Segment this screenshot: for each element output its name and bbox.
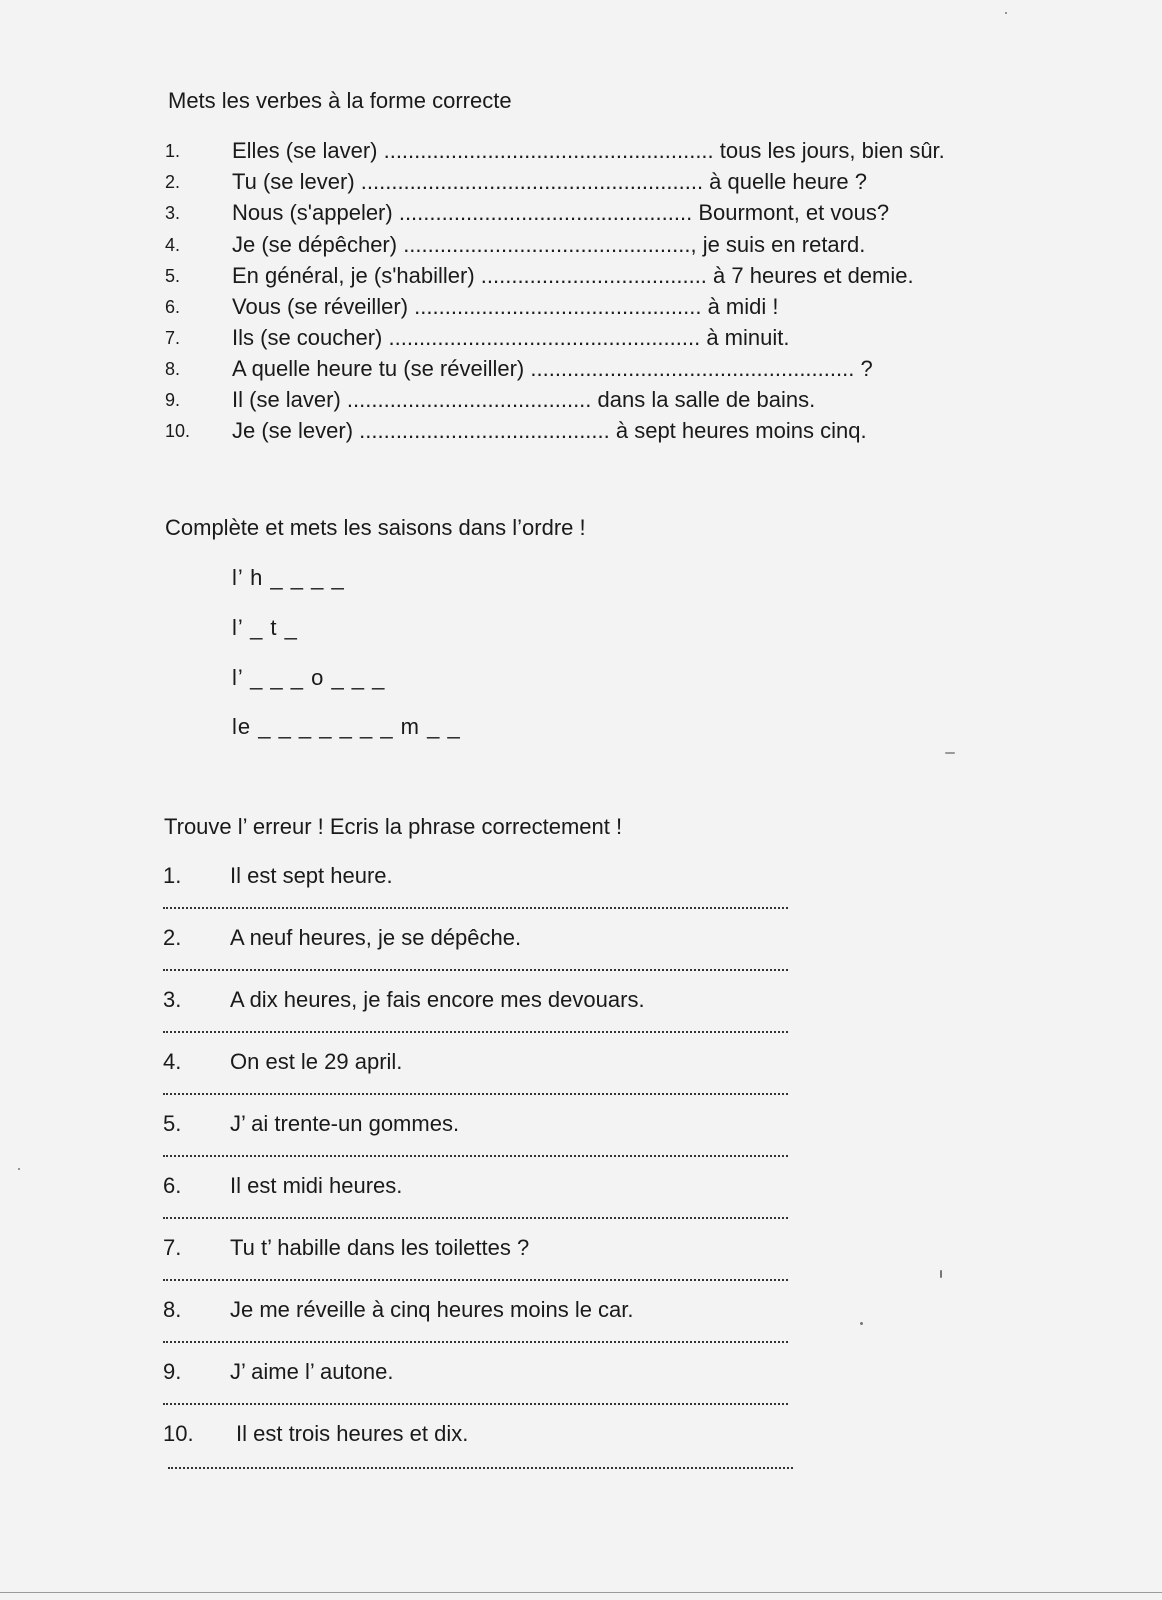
- erroneous-sentence: Tu t’ habille dans les toilettes ?: [230, 1235, 530, 1260]
- item-number: 9.: [163, 1359, 182, 1384]
- erroneous-sentence: Il est sept heure.: [230, 863, 393, 888]
- item-number: 5.: [165, 266, 181, 286]
- item-number: 9.: [165, 390, 181, 410]
- scan-speck: [860, 1322, 863, 1325]
- correction-item: [163, 863, 823, 923]
- scan-speck: [945, 752, 955, 754]
- erroneous-sentence: Il est trois heures et dix.: [236, 1421, 469, 1446]
- exercise3-title: Trouve l’ erreur ! Ecris la phrase correctement !: [164, 814, 623, 839]
- item-text: Elles (se laver) ...................................................... tous les jours, bien sûr.: [232, 138, 945, 163]
- item-number: 1.: [163, 863, 182, 888]
- season-blank: l’ _ _ _ o _ _ _: [232, 665, 386, 690]
- answer-line[interactable]: [163, 1217, 788, 1219]
- erroneous-sentence: Je me réveille à cinq heures moins le car.: [230, 1297, 634, 1322]
- exercise2-title: Complète et mets les saisons dans l’ordre !: [165, 515, 586, 540]
- item-text: Je (se lever) ......................................... à sept heures moins cinq.: [232, 418, 867, 443]
- exercise1-item: [165, 138, 1005, 168]
- item-text: Je (se dépêcher) ..............................................., je suis en retard.: [232, 232, 866, 257]
- item-number: 8.: [163, 1297, 182, 1322]
- item-text: A quelle heure tu (se réveiller) ..................................................... ?: [232, 356, 873, 381]
- scan-speck: [1005, 12, 1007, 14]
- erroneous-sentence: J’ aime l’ autone.: [230, 1359, 394, 1384]
- erroneous-sentence: J’ ai trente-un gommes.: [230, 1111, 460, 1136]
- item-number: 2.: [165, 172, 181, 192]
- answer-line[interactable]: [163, 1031, 788, 1033]
- correction-item: [163, 1111, 823, 1171]
- exercise1-item: [165, 232, 1005, 262]
- exercise1-item: [165, 263, 1005, 293]
- item-number: 6.: [163, 1173, 182, 1198]
- item-text: Nous (s'appeler) ................................................ Bourmont, et vous?: [232, 200, 890, 225]
- item-number: 7.: [163, 1235, 182, 1260]
- item-number: 3.: [163, 987, 182, 1012]
- exercise1-item: [165, 294, 1005, 324]
- correction-item: [163, 1235, 823, 1295]
- item-text: Il (se laver) ........................................ dans la salle de bains.: [232, 387, 816, 412]
- exercise1-item: [165, 387, 1005, 417]
- answer-line[interactable]: [168, 1467, 793, 1469]
- item-number: 1.: [165, 141, 181, 161]
- answer-line[interactable]: [163, 1155, 788, 1157]
- page-bottom-edge: [0, 1592, 1162, 1593]
- item-text: Vous (se réveiller) ............................................... à midi !: [232, 294, 779, 319]
- item-number: 2.: [163, 925, 182, 950]
- item-number: 4.: [165, 235, 181, 255]
- item-number: 3.: [165, 203, 181, 223]
- erroneous-sentence: A neuf heures, je se dépêche.: [230, 925, 522, 950]
- erroneous-sentence: Il est midi heures.: [230, 1173, 403, 1198]
- correction-item: [163, 987, 823, 1047]
- item-number: 7.: [165, 328, 181, 348]
- item-number: 6.: [165, 297, 181, 317]
- exercise1-title: Mets les verbes à la forme correcte: [168, 88, 512, 113]
- exercise1-item: [165, 356, 1005, 386]
- answer-line[interactable]: [163, 907, 788, 909]
- erroneous-sentence: A dix heures, je fais encore mes devouars.: [230, 987, 645, 1012]
- exercise1-item: [165, 200, 1005, 230]
- exercise1-item: [165, 325, 1005, 355]
- correction-item: [163, 925, 823, 985]
- item-number: 10.: [165, 421, 191, 441]
- correction-item: [163, 1359, 823, 1419]
- correction-item: [163, 1049, 823, 1109]
- correction-item: [163, 1173, 823, 1233]
- answer-line[interactable]: [163, 1403, 788, 1405]
- item-number: 4.: [163, 1049, 182, 1074]
- item-text: Tu (se lever) ........................................................ à quelle heure ?: [232, 169, 867, 194]
- season-blank: le _ _ _ _ _ _ _ m _ _: [232, 714, 461, 739]
- item-text: Ils (se coucher) ................................................... à minuit.: [232, 325, 790, 350]
- item-number: 5.: [163, 1111, 182, 1136]
- correction-item: [163, 1297, 823, 1357]
- item-number: 8.: [165, 359, 181, 379]
- answer-line[interactable]: [163, 1279, 788, 1281]
- exercise1-item: [165, 418, 1005, 448]
- scan-speck: [18, 1168, 20, 1170]
- answer-line[interactable]: [163, 1093, 788, 1095]
- season-blank: l’ h _ _ _ _: [232, 565, 345, 590]
- item-text: En général, je (s'habiller) ..................................... à 7 heures et demie.: [232, 263, 914, 288]
- erroneous-sentence: On est le 29 april.: [230, 1049, 403, 1074]
- season-blank: l’ _ t _: [232, 615, 298, 640]
- exercise1-item: [165, 169, 1005, 199]
- scan-speck: [940, 1270, 942, 1278]
- answer-line[interactable]: [163, 969, 788, 971]
- correction-item: [163, 1421, 823, 1481]
- answer-line[interactable]: [163, 1341, 788, 1343]
- item-number: 10.: [163, 1421, 194, 1446]
